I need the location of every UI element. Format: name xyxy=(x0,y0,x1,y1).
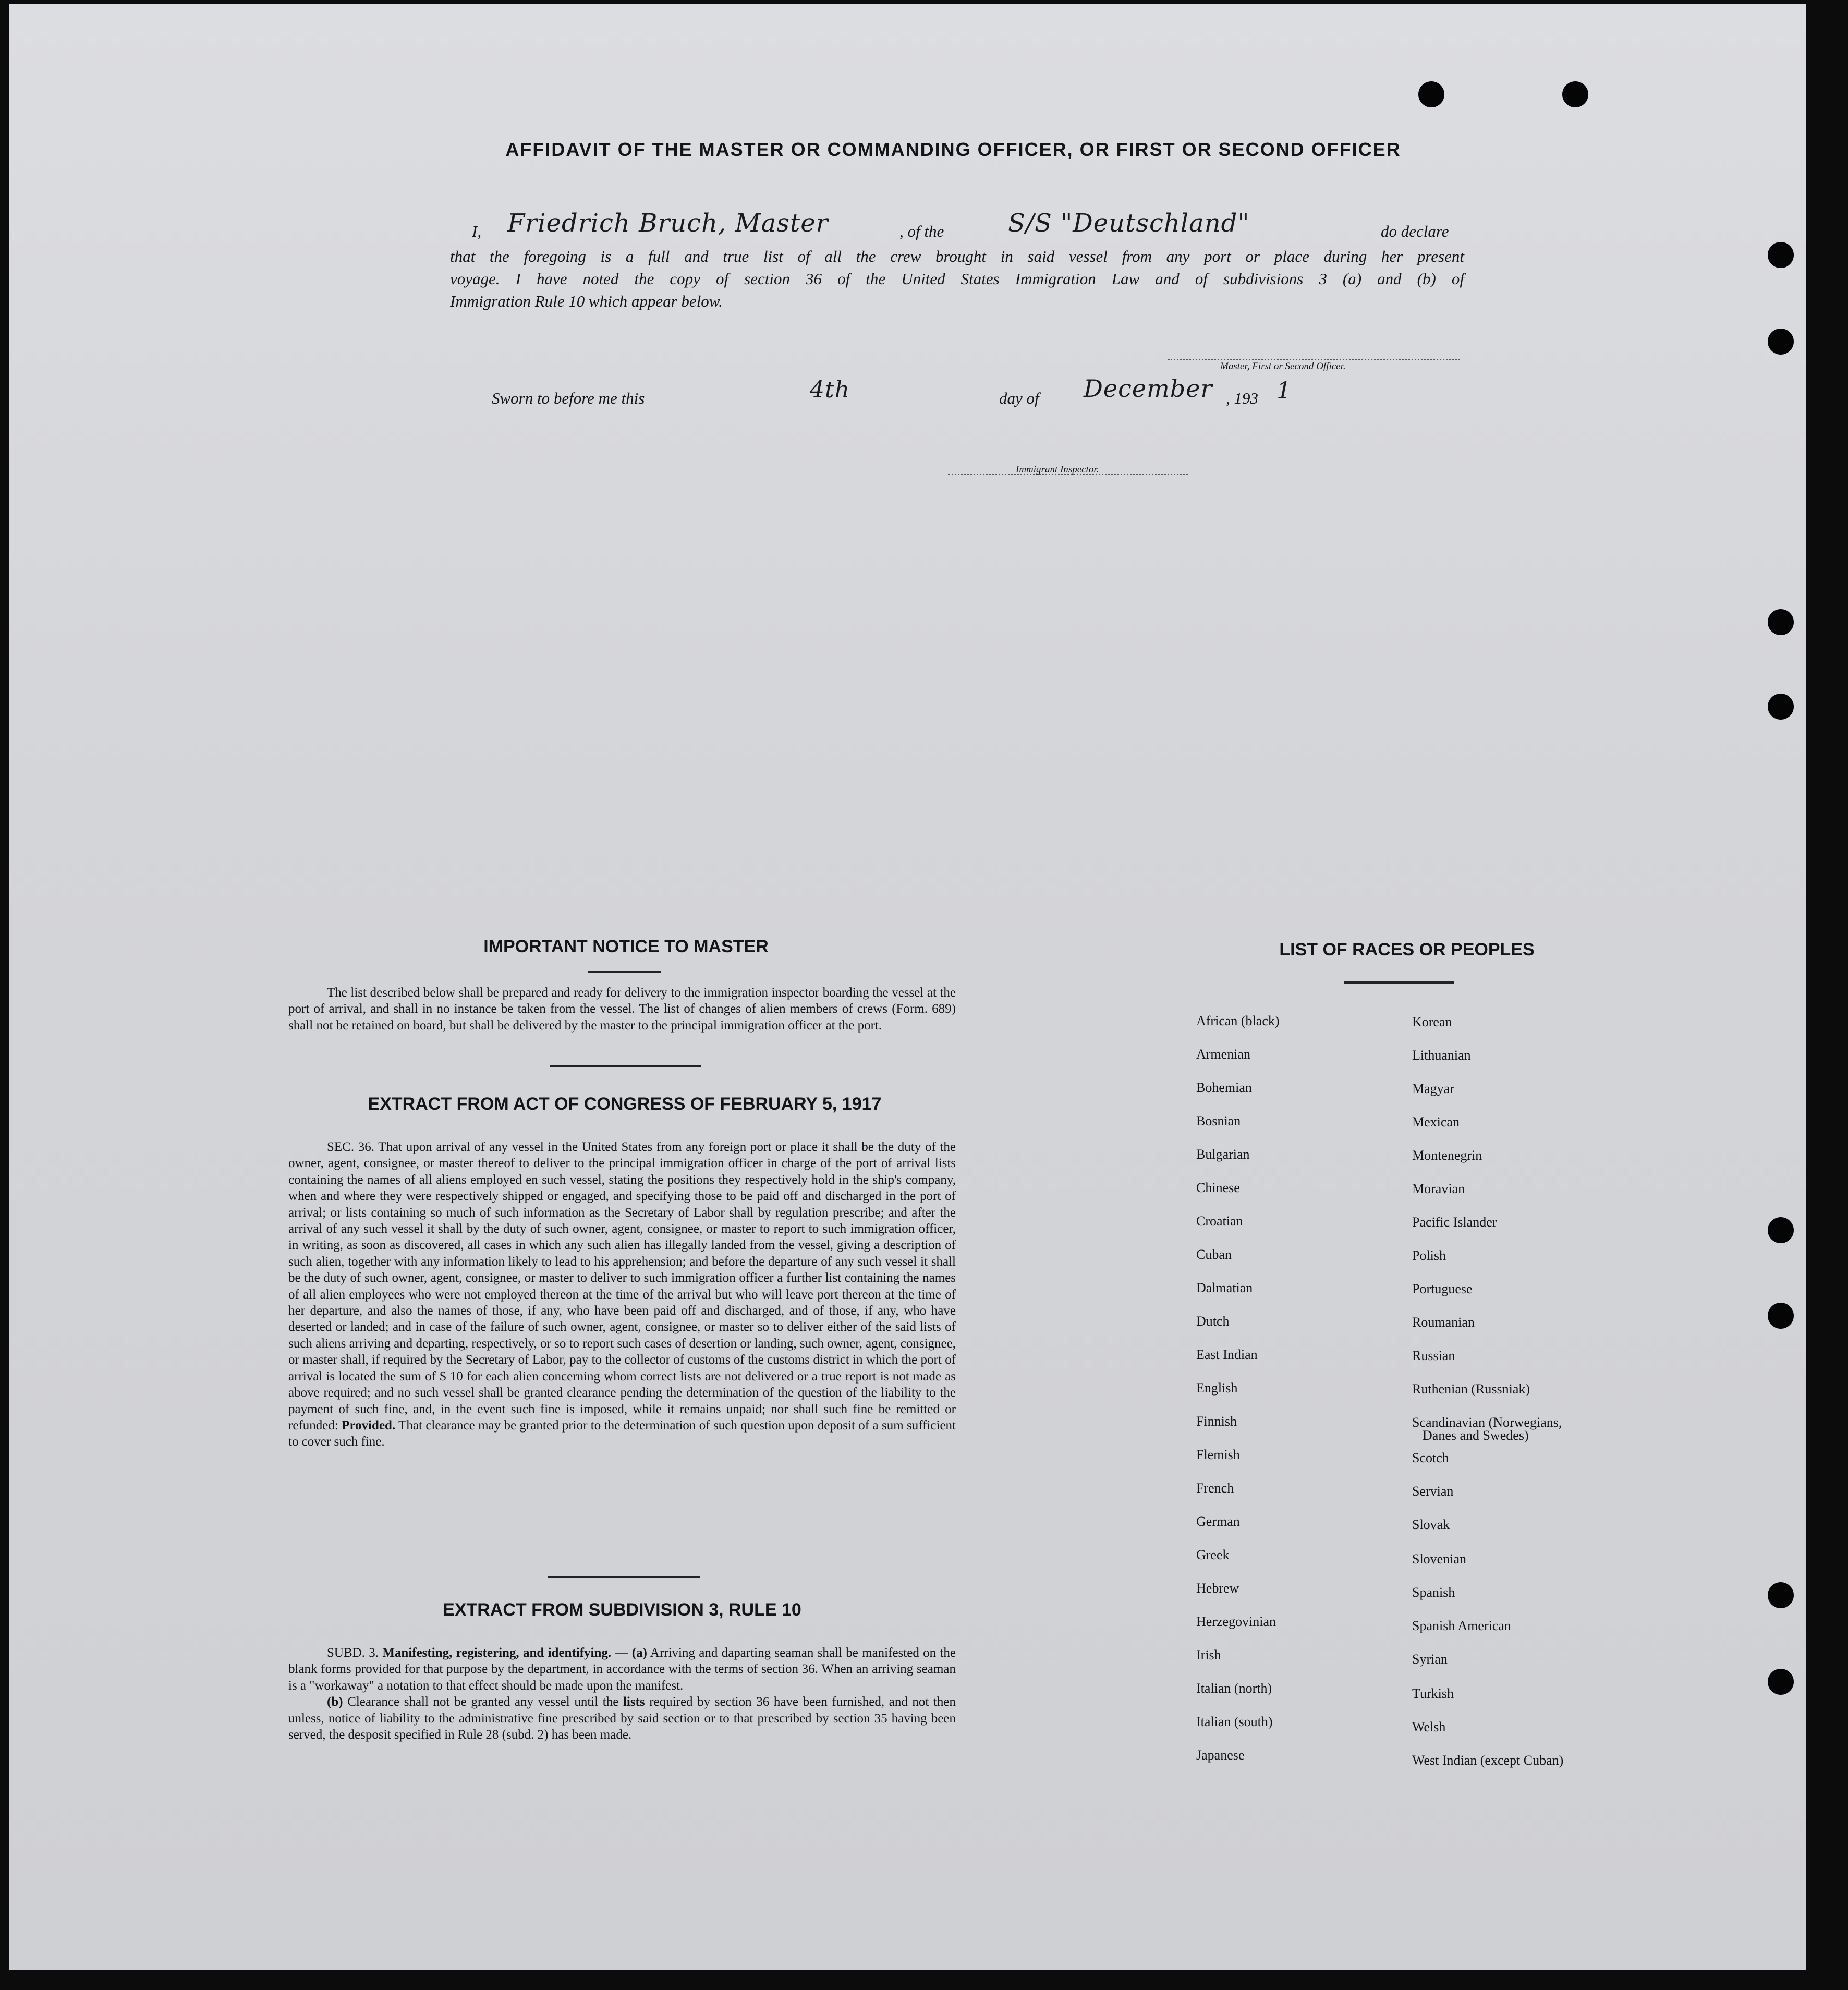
race-item: West Indian (except Cuban) xyxy=(1412,1753,1564,1768)
race-item: Slovak xyxy=(1412,1517,1450,1532)
rule-para-a-text: Arriving and daparting seaman shall be manifested on the blank forms provided for that purpose by the department, in accordance with the terms of section 36. When an arriving seaman is a "workaway" a notation to that effect should be made upon the manifest. xyxy=(288,1646,956,1693)
sworn-year-prefix: , 193 xyxy=(1226,389,1258,407)
race-item: Croatian xyxy=(1196,1214,1243,1229)
race-item: Pacific Islander xyxy=(1412,1215,1497,1230)
race-item: East Indian xyxy=(1196,1347,1258,1362)
race-item: Flemish xyxy=(1196,1447,1240,1462)
rule-subd-prefix: SUBD. 3. xyxy=(327,1646,379,1660)
races-column-1 xyxy=(1196,1013,1394,1769)
race-item: Magyar xyxy=(1412,1081,1454,1096)
rule-subd-heading: Manifesting, registering, and identifying. xyxy=(382,1646,612,1660)
sworn-day-of: day of xyxy=(999,389,1039,407)
race-item: Mexican xyxy=(1412,1114,1460,1130)
race-item: Greek xyxy=(1196,1547,1230,1562)
rule-para-a-label: — (a) xyxy=(615,1646,647,1660)
punch-hole-right xyxy=(1768,694,1794,720)
punch-hole-right xyxy=(1768,1303,1794,1329)
officer-caption: Master, First or Second Officer. xyxy=(1220,361,1346,372)
races-divider xyxy=(1344,981,1454,984)
act-text-end: That clearance may be granted prior to the determination of such question upon deposit of a sum sufficient to cover such fine. xyxy=(288,1418,956,1449)
race-item: Portuguese xyxy=(1412,1281,1473,1296)
sworn-day-handwritten: 4th xyxy=(810,377,850,403)
declaration-line-4: Immigration Rule 10 which appear below. xyxy=(450,292,723,310)
race-item: Russian xyxy=(1412,1348,1455,1363)
race-item: Japanese xyxy=(1196,1748,1245,1763)
race-item-continuation: Danes and Swedes) xyxy=(1423,1428,1529,1443)
rule-para-b-text-1: Clearance shall not be granted any vessel until the xyxy=(347,1695,619,1709)
race-item: Servian xyxy=(1412,1484,1454,1499)
master-name-handwritten: Friedrich Bruch, Master xyxy=(507,209,829,238)
vessel-name-handwritten: S/S "Deutschland" xyxy=(1008,209,1250,238)
declaration-i: I, xyxy=(472,222,482,240)
race-item: Chinese xyxy=(1196,1180,1240,1195)
rule-para-b-text-2: required by section 36 have been furnished, and not then unless, notice of liability to the administrative fine prescribed by said section or to that prescribed by section 35 having been served, the desposit specified in Rule 28 (subd. 2) has been made. xyxy=(288,1695,956,1742)
punch-hole-right xyxy=(1768,609,1794,635)
race-item: Syrian xyxy=(1412,1652,1448,1667)
declaration-of-the: , of the xyxy=(899,222,944,240)
race-item: Ruthenian (Russniak) xyxy=(1412,1381,1530,1397)
race-item: Cuban xyxy=(1196,1247,1232,1262)
race-item: Spanish American xyxy=(1412,1618,1511,1633)
act-text xyxy=(288,1139,956,1450)
race-item: English xyxy=(1196,1380,1238,1396)
declaration-first-line xyxy=(450,209,1464,245)
sworn-line xyxy=(492,373,1326,410)
race-item: Polish xyxy=(1412,1248,1446,1263)
race-item: Herzegovinian xyxy=(1196,1614,1276,1629)
rule-paragraph-b xyxy=(288,1694,956,1743)
act-title: EXTRACT FROM ACT OF CONGRESS OF FEBRUARY 5, 1917 xyxy=(368,1094,882,1114)
punch-hole-right xyxy=(1768,1669,1794,1695)
punch-hole-right xyxy=(1768,1582,1794,1608)
race-item: Lithuanian xyxy=(1412,1048,1471,1063)
race-item: Scotch xyxy=(1412,1450,1449,1465)
race-item: Montenegrin xyxy=(1412,1148,1482,1163)
rule-para-b-label: (b) xyxy=(327,1695,343,1709)
punch-hole-right xyxy=(1768,1217,1794,1243)
race-item: Moravian xyxy=(1412,1181,1465,1196)
rule-title: EXTRACT FROM SUBDIVISION 3, RULE 10 xyxy=(443,1600,801,1620)
act-text-main: SEC. 36. That upon arrival of any vessel in the United States from any foreign port or place it shall be the duty of the owner, agent, consignee, or master thereof to deliver to the principal immigration officer in charge of the port of arrival lists containing the names of all aliens employed en such vessel, stating the positions they respectively hold in the ship's company, when and where they were respectively shipped or engaged, and specifying those to be paid off and discharged in the port of arrival; or lists containing so much of such information as the Secretary of Labor shall by regulation prescribe; and after the arrival of any such vessel it shall by the duty of such owner, agent, consignee, or master to report to such immigration officer, in writing, as soon as discovered, all cases in which any such alien has illegally landed from the vessel, giving a description of such alien, together with any information likely to lead to his apprehension; and before the departure of any such vessel it shall be the duty of such owner, agent, consignee, or master to deliver to such immigration officer a further list containing the names of all alien employees who were not employed thereon at the time of the arrival but who will leave port thereon at the time of her departure, and also the names of those, if any, who have been paid off and discharged, and of those, if any, who have deserted or landed; and in case of the failure of such owner, agent, consignee, or master so to deliver either of the said lists of such aliens arriving and departing, respectively, or so to report such cases of desertion or landing, such owner, agent, consignee, or master shall, if required by the Secretary of Labor, pay to the collector of customs of the customs district in which the port of arrival is located the sum of $ 10 for each alien concerning whom correct lists are not delivered or a true report is not made as above required; and no such vessel shall be granted clearance pending the determination of the question of the liability to the payment of such fine, and, in the event such fine is imposed, while it remains unpaid; nor shall such fine be remitted or refunded: xyxy=(288,1140,956,1433)
race-item: African (black) xyxy=(1196,1013,1280,1028)
race-item: Italian (north) xyxy=(1196,1681,1272,1696)
rule-text xyxy=(288,1645,956,1743)
declaration-line-3: voyage. I have noted the copy of section 36 of the United States Immigration Law and of subdivisions 3 (a) and (b) of xyxy=(450,270,1464,288)
race-item: Bulgarian xyxy=(1196,1147,1250,1162)
race-item: Dutch xyxy=(1196,1314,1230,1329)
race-item: Armenian xyxy=(1196,1047,1250,1062)
race-item: Finnish xyxy=(1196,1414,1237,1429)
notice-title: IMPORTANT NOTICE TO MASTER xyxy=(483,937,769,956)
race-item: Bohemian xyxy=(1196,1080,1252,1095)
sworn-month-handwritten: December xyxy=(1084,374,1213,403)
act-divider xyxy=(550,1065,701,1067)
notice-paragraph: The list described below shall be prepared and ready for delivery to the immigration inspector boarding the vessel at the port of arrival, and shall in no instance be taken from the vessel. The list of changes of alien members of crews (Form. 689) shall not be retained on board, but shall be delivered by the master to the principal immigration officer at the port. xyxy=(288,986,956,1033)
manifest-page xyxy=(9,4,1806,1970)
race-item: Dalmatian xyxy=(1196,1280,1253,1295)
race-item-label: Scandinavian (Norwegians, xyxy=(1412,1415,1562,1430)
rule-paragraph-a xyxy=(288,1645,956,1694)
sworn-year-handwritten: 1 xyxy=(1276,378,1292,404)
rule-divider xyxy=(548,1576,700,1578)
inspector-caption: Immigrant Inspector. xyxy=(1016,464,1099,475)
punch-hole-right xyxy=(1768,329,1794,355)
race-item xyxy=(1412,1414,1562,1443)
rule-para-b-lists: lists xyxy=(623,1695,645,1709)
race-item: Bosnian xyxy=(1196,1113,1241,1129)
punch-hole-top-1 xyxy=(1418,81,1444,107)
affidavit-title: AFFIDAVIT OF THE MASTER OR COMMANDING OFFICER, OR FIRST OR SECOND OFFICER xyxy=(505,139,1401,160)
race-item: German xyxy=(1196,1514,1240,1529)
race-item: Roumanian xyxy=(1412,1315,1475,1330)
notice-divider xyxy=(588,971,661,973)
notice-text xyxy=(288,985,956,1034)
race-item: Slovenian xyxy=(1412,1551,1466,1567)
race-item: Turkish xyxy=(1412,1686,1454,1701)
race-item: Spanish xyxy=(1412,1585,1455,1600)
act-paragraph xyxy=(288,1139,956,1450)
punch-hole-right xyxy=(1768,242,1794,268)
race-item: Welsh xyxy=(1412,1719,1446,1734)
race-item: French xyxy=(1196,1481,1234,1496)
declaration-do-declare: do declare xyxy=(1381,222,1449,240)
race-item: Irish xyxy=(1196,1647,1221,1663)
race-item: Hebrew xyxy=(1196,1581,1239,1596)
act-provided-label: Provided. xyxy=(342,1418,396,1433)
sworn-text: Sworn to before me this xyxy=(492,389,645,407)
declaration-line-2: that the foregoing is a full and true list of all the crew brought in said vessel from any port or place during her present xyxy=(450,247,1464,265)
punch-hole-top-2 xyxy=(1562,81,1588,107)
race-item: Korean xyxy=(1412,1014,1452,1029)
races-title: LIST OF RACES OR PEOPLES xyxy=(1279,940,1535,960)
race-item: Italian (south) xyxy=(1196,1714,1273,1729)
races-column-2 xyxy=(1412,1014,1642,1775)
officer-signature-line xyxy=(1168,359,1460,360)
